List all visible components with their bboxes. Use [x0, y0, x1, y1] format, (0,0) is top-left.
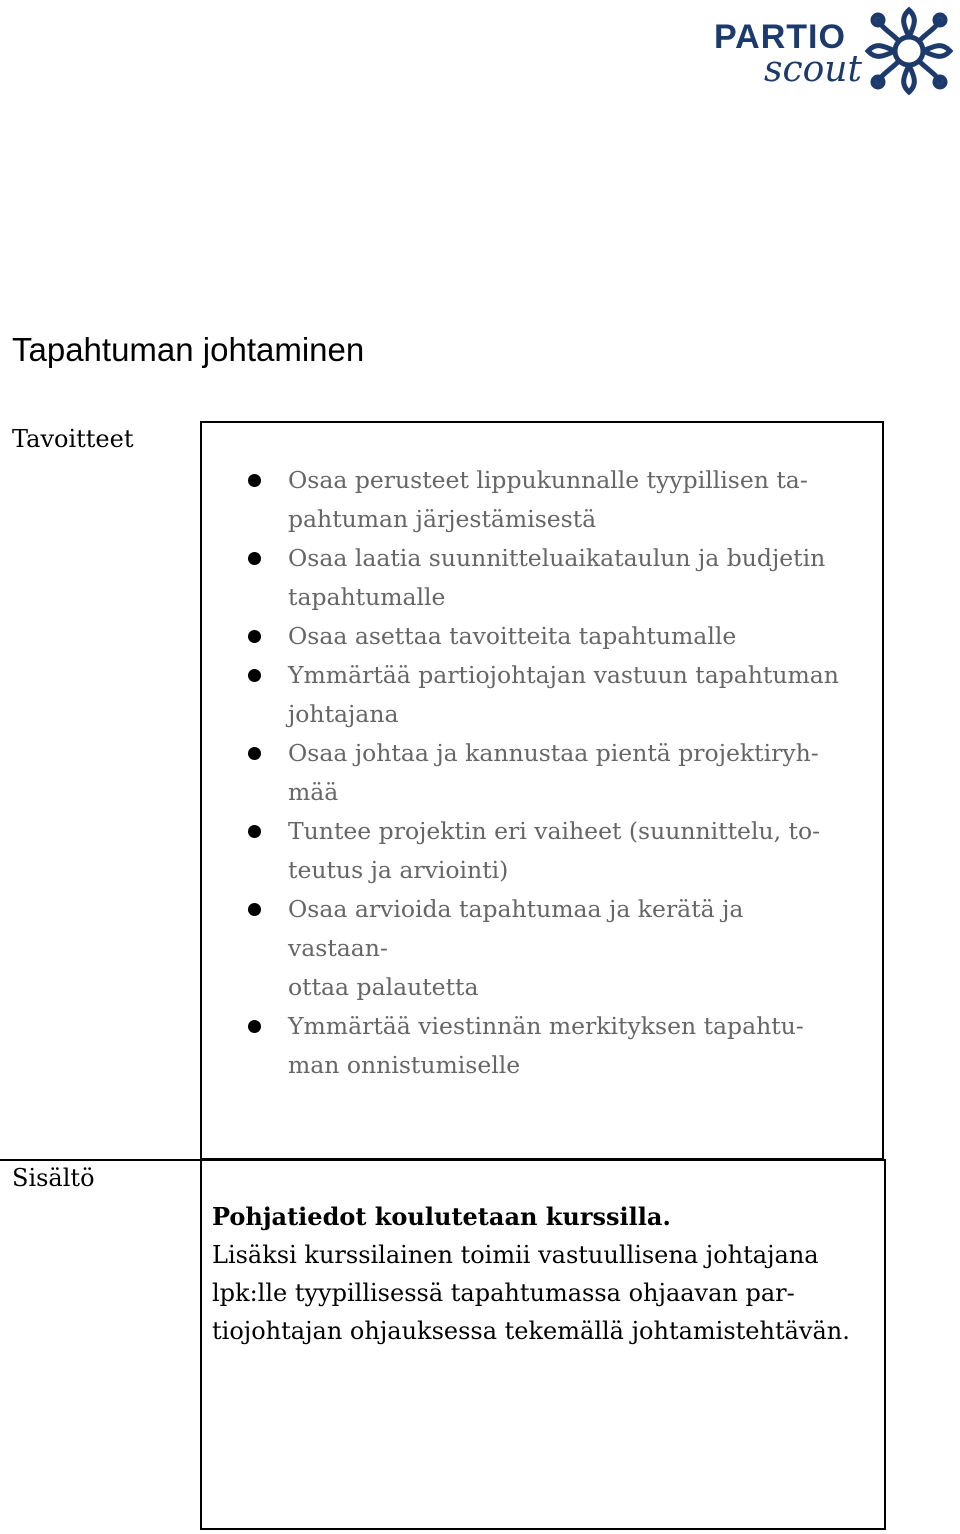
content-line: lpk:lle tyypillisessä tapahtumassa ohjaavan par- [212, 1279, 795, 1307]
content-line: tiojohtajan ohjauksessa tekemällä johtamistehtävän. [212, 1317, 850, 1345]
partio-scout-logo [714, 6, 954, 94]
list-item: Osaa laatia suunnitteluaikataulun ja budjetin tapahtumalle [248, 539, 848, 617]
objectives-list [248, 461, 848, 1085]
list-item: Ymmärtää partiojohtajan vastuun tapahtuman johtajana [248, 656, 848, 734]
list-item: Osaa asettaa tavoitteita tapahtumalle [248, 617, 848, 656]
list-item: Osaa arvioida tapahtumaa ja kerätä ja vastaan- ottaa palautetta [248, 890, 848, 1007]
logo-subtitle: scout [764, 49, 862, 90]
content-label: Sisältö [12, 1164, 95, 1192]
page-title: Tapahtuman johtaminen [12, 331, 365, 368]
bullet-icon [248, 630, 261, 643]
bullet-icon [248, 747, 261, 760]
list-item: Osaa johtaa ja kannustaa pientä projektiryh- mää [248, 734, 848, 812]
list-item: Ymmärtää viestinnän merkityksen tapahtu- man onnistumiselle [248, 1007, 848, 1085]
logo-wordmark: PARTIO [714, 18, 846, 56]
content-line: Lisäksi kurssilainen toimii vastuullisena johtajana [212, 1241, 819, 1269]
content-heading: Pohjatiedot koulutetaan kurssilla. [212, 1202, 671, 1231]
bullet-icon [248, 903, 261, 916]
scout-emblem-icon [864, 6, 954, 96]
bullet-icon [248, 552, 261, 565]
bullet-icon [248, 1020, 261, 1033]
list-item: Osaa perusteet lippukunnalle tyypillisen ta- pahtuman järjestämisestä [248, 461, 848, 539]
list-item: Tuntee projektin eri vaiheet (suunnittelu, to- teutus ja arviointi) [248, 812, 848, 890]
bullet-icon [248, 669, 261, 682]
content-text [212, 1198, 862, 1350]
bullet-icon [248, 825, 261, 838]
objectives-label: Tavoitteet [12, 425, 134, 453]
bullet-icon [248, 474, 261, 487]
